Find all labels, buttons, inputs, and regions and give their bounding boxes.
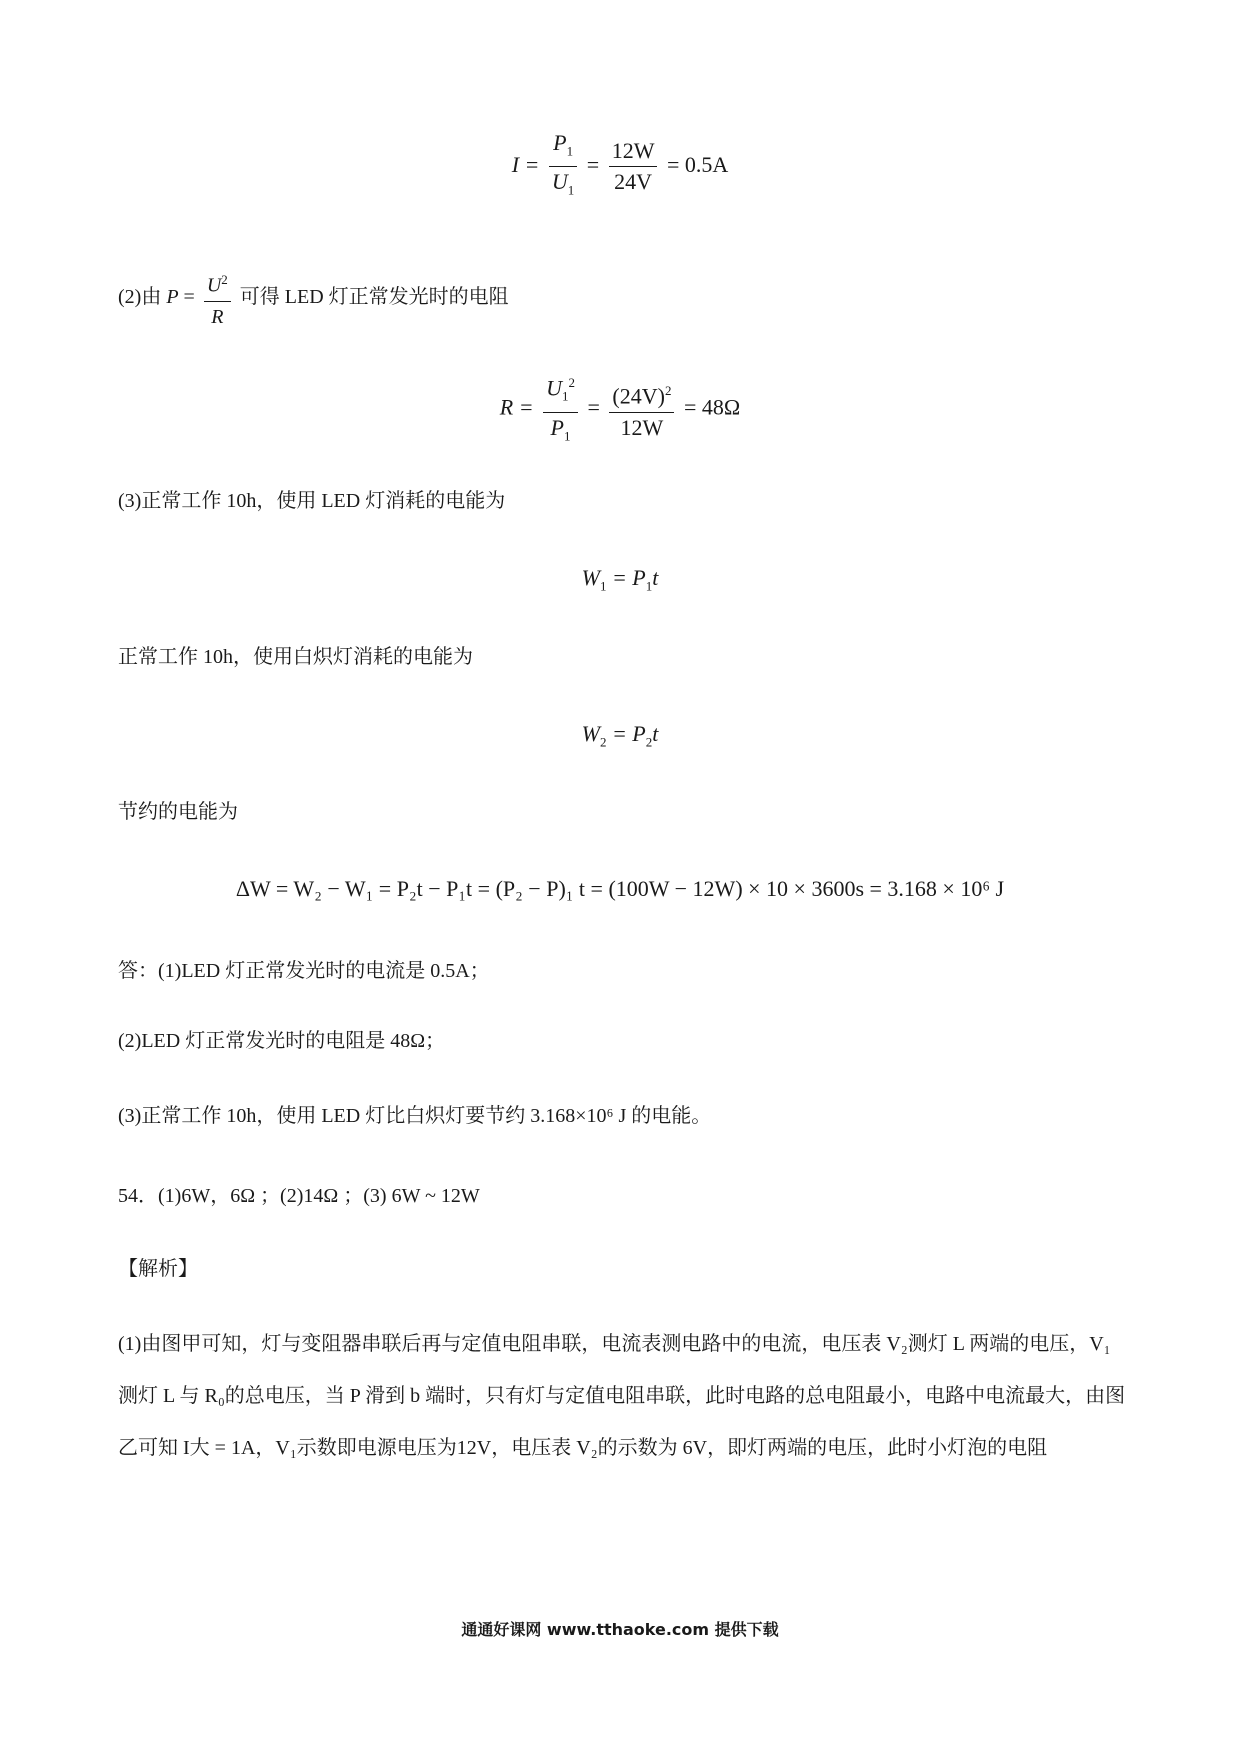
footer-text: 通通好课网 www.tthaoke.com 提供下载 bbox=[461, 1620, 779, 1639]
step2-line: (2)由 P = $\frac{U^2}{R}$ 可得 LED 灯正常发光时的电阻 bbox=[118, 265, 509, 332]
eq1-lhs: I = bbox=[511, 151, 540, 177]
step4-line: 正常工作 10h，使用白炽灯消耗的电能为 bbox=[118, 646, 473, 668]
question-54: 54．(1)6W，6Ω ；(2)14Ω ；(3) 6W ~ 12W bbox=[118, 1185, 480, 1207]
analysis-paragraph: (1)由图甲可知，灯与变阻器串联后再与定值电阻串联，电流表测电路中的电流，电压表 V₂测灯 L 两端的电压，V₁测灯 L 与 R₀的总电压，当 P 滑到 b 端时，只有灯与定值电阻串联，此时电路的总电阻最小，电路中电流最大，由图乙可知 I大 = 1A，V₁示数即电源电压为12V，电压表 V₂的示数为 6V，即灯两端的电压，此时小灯泡的电阻 bbox=[118, 1333, 1126, 1459]
equation-delta-w: ΔW = W₂ − W₁ = P₂t − P₁t = (P₂ − P)₁ t = (100W − 12W) × 10 × 3600s = 3.168 × 10⁶ J bbox=[235, 876, 1005, 901]
eq1-frac1: $\frac{P_1}{U_1}$ bbox=[549, 128, 577, 206]
equation-resistance: R = $\frac{U_1^2}{P_1}$ = $\frac{(24V)^2}{12W}$ = 48Ω bbox=[0, 368, 1240, 451]
answer-2: (2)LED 灯正常发光时的电阻是 48Ω； bbox=[118, 1030, 446, 1052]
equation-w2: $W_2 = P_2t$ bbox=[581, 721, 659, 750]
step5-line: 节约的电能为 bbox=[118, 801, 238, 823]
step3-line: (3)正常工作 10h，使用 LED 灯消耗的电能为 bbox=[118, 490, 506, 512]
equation-current: I = $\frac{P_1}{U_1}$ = $\frac{12W}{24V}$ = 0.5A bbox=[0, 128, 1240, 206]
analysis-heading: 【解析】 bbox=[118, 1258, 198, 1280]
eq1-frac2: $\frac{12W}{24V}$ bbox=[609, 136, 658, 197]
answer-1: 答：(1)LED 灯正常发光时的电流是 0.5A； bbox=[118, 960, 490, 982]
equation-w1: $W_1 = P_1t$ bbox=[581, 565, 659, 594]
answer-3: (3)正常工作 10h，使用 LED 灯比白炽灯要节约 3.168×10⁶ J 的电能。 bbox=[118, 1105, 712, 1127]
eq1-rhs: = 0.5A bbox=[666, 151, 729, 177]
